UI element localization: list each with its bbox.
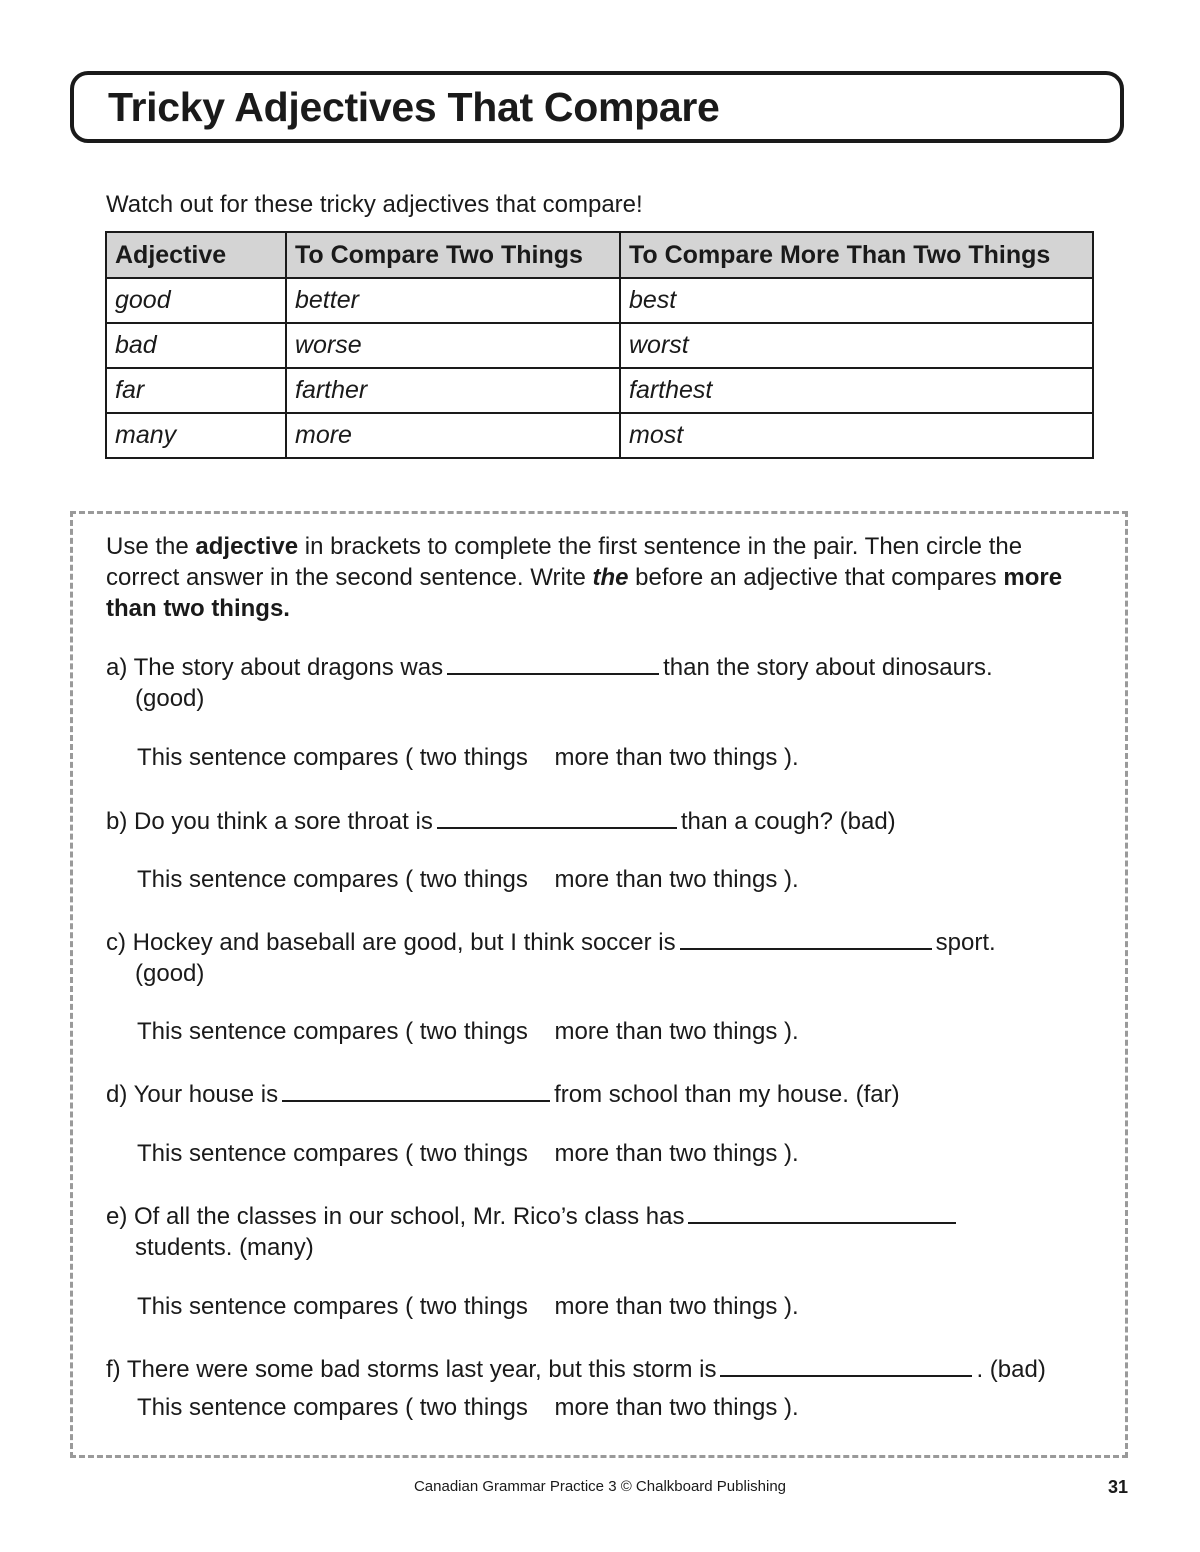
- question-text-after: . (bad): [976, 1356, 1046, 1383]
- header-compare-two: To Compare Two Things: [286, 232, 620, 278]
- compare-start: This sentence compares (: [137, 866, 420, 893]
- header-compare-more: To Compare More Than Two Things: [620, 232, 1093, 278]
- option-more-than-two[interactable]: more than two things: [554, 1293, 778, 1320]
- table-row: [106, 368, 1093, 413]
- option-two-things[interactable]: two things: [419, 1018, 528, 1045]
- table-row: [106, 323, 1093, 368]
- option-more-than-two[interactable]: more than two things: [554, 1394, 778, 1421]
- answer-blank[interactable]: [680, 926, 932, 950]
- instr-bold-adjective: adjective: [195, 533, 299, 560]
- question-text-after: than a cough? (bad): [680, 808, 896, 835]
- answer-blank[interactable]: [447, 651, 659, 675]
- option-more-than-two[interactable]: more than two things: [554, 1018, 778, 1045]
- option-two-things[interactable]: two things: [419, 1394, 528, 1421]
- compare-line-c: [137, 1018, 799, 1046]
- option-more-than-two[interactable]: more than two things: [554, 866, 778, 893]
- compare-start: This sentence compares (: [137, 744, 420, 771]
- option-two-things[interactable]: two things: [419, 866, 528, 893]
- answer-blank[interactable]: [437, 805, 677, 829]
- compare-start: This sentence compares (: [137, 1018, 420, 1045]
- table-row: [106, 278, 1093, 323]
- question-hint: (good): [135, 685, 205, 712]
- option-two-things[interactable]: two things: [419, 744, 528, 771]
- cell-superlative: worst: [620, 323, 1093, 368]
- question-e: [106, 1200, 960, 1263]
- question-text: c) Hockey and baseball are good, but I think soccer is: [106, 929, 676, 956]
- compare-end: ).: [777, 1140, 799, 1167]
- question-text-after: sport.: [935, 929, 996, 956]
- instr-bold-more: more than two things.: [106, 564, 1063, 622]
- question-a: [106, 651, 993, 714]
- question-c: [106, 926, 996, 989]
- compare-line-b: [137, 866, 799, 894]
- question-text: e) Of all the classes in our school, Mr. Rico’s class has: [106, 1203, 685, 1230]
- answer-blank[interactable]: [282, 1078, 550, 1102]
- cell-adjective: many: [106, 413, 286, 458]
- footer-credit: Canadian Grammar Practice 3 © Chalkboard Publishing: [413, 1478, 787, 1495]
- question-text-after: from school than my house. (far): [554, 1081, 900, 1108]
- instr-part-1: Use the: [106, 533, 196, 560]
- compare-line-d: [137, 1140, 799, 1168]
- answer-blank[interactable]: [688, 1200, 956, 1224]
- table-header-row: [106, 232, 1093, 278]
- option-more-than-two[interactable]: more than two things: [554, 744, 778, 771]
- cell-comparative: farther: [286, 368, 620, 413]
- header-adjective: Adjective: [106, 232, 286, 278]
- question-hint: students. (many): [135, 1234, 314, 1261]
- cell-superlative: most: [620, 413, 1093, 458]
- question-text: b) Do you think a sore throat is: [106, 808, 433, 835]
- question-d: [106, 1078, 900, 1110]
- instr-part-3: before an adjective that compares: [628, 564, 1004, 591]
- question-text: f) There were some bad storms last year, but this storm is: [106, 1356, 717, 1383]
- cell-adjective: bad: [106, 323, 286, 368]
- cell-superlative: best: [620, 278, 1093, 323]
- intro-text: Watch out for these tricky adjectives that compare!: [106, 191, 643, 218]
- compare-end: ).: [777, 744, 799, 771]
- compare-start: This sentence compares (: [137, 1394, 420, 1421]
- compare-start: This sentence compares (: [137, 1293, 420, 1320]
- instructions: [106, 531, 1096, 624]
- question-hint: (good): [135, 960, 205, 987]
- cell-superlative: farthest: [620, 368, 1093, 413]
- adjective-table: [105, 231, 1094, 459]
- compare-start: This sentence compares (: [137, 1140, 420, 1167]
- compare-end: ).: [777, 866, 799, 893]
- compare-line-f: [137, 1394, 799, 1422]
- table-row: [106, 413, 1093, 458]
- cell-comparative: better: [286, 278, 620, 323]
- instr-part-2: in brackets to complete the first sentence in the pair. Then circle the correct answer in the second sentence. Write: [106, 533, 1023, 591]
- instr-bold-the: the: [592, 564, 629, 591]
- question-text: d) Your house is: [106, 1081, 279, 1108]
- title-box: [70, 71, 1124, 143]
- cell-comparative: more: [286, 413, 620, 458]
- compare-line-a: [137, 744, 799, 772]
- compare-end: ).: [777, 1394, 799, 1421]
- option-more-than-two[interactable]: more than two things: [554, 1140, 778, 1167]
- cell-comparative: worse: [286, 323, 620, 368]
- page-title: Tricky Adjectives That Compare: [108, 84, 720, 130]
- question-text-after: than the story about dinosaurs.: [663, 654, 993, 681]
- cell-adjective: good: [106, 278, 286, 323]
- question-text: a) The story about dragons was: [106, 654, 444, 681]
- compare-line-e: [137, 1293, 799, 1321]
- answer-blank[interactable]: [720, 1353, 972, 1377]
- question-f: [106, 1353, 1046, 1385]
- option-two-things[interactable]: two things: [419, 1293, 528, 1320]
- cell-adjective: far: [106, 368, 286, 413]
- page-number: 31: [1108, 1477, 1129, 1497]
- option-two-things[interactable]: two things: [419, 1140, 528, 1167]
- question-b: [106, 805, 896, 837]
- compare-end: ).: [777, 1018, 799, 1045]
- compare-end: ).: [777, 1293, 799, 1320]
